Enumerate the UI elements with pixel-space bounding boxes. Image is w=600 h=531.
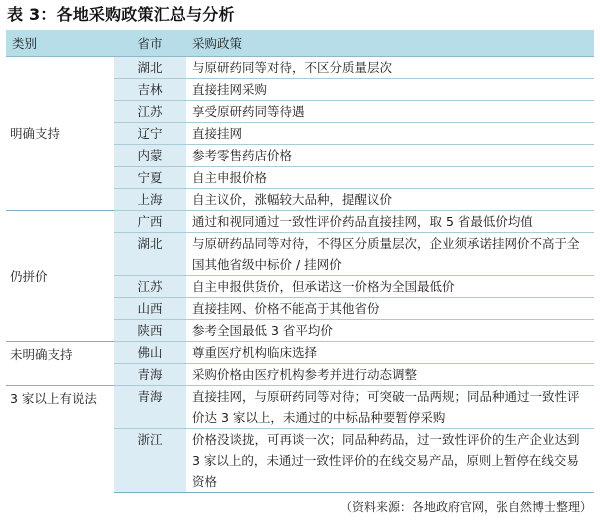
policy-cell: 直接挂网、价格不能高于其他省份 bbox=[186, 298, 594, 320]
province-cell: 吉林 bbox=[114, 79, 186, 101]
province-cell: 湖北 bbox=[114, 57, 186, 79]
table-row bbox=[6, 57, 594, 79]
province-cell: 江苏 bbox=[114, 101, 186, 123]
policy-table bbox=[6, 30, 594, 493]
policy-cell: 享受原研药同等待遇 bbox=[186, 101, 594, 123]
policy-cell: 与原研药品同等对待，不得区分质量层次，企业须承诺挂网价不高于全国其他省级中标价 / 挂网价 bbox=[186, 233, 594, 276]
table-row bbox=[6, 211, 594, 233]
policy-cell: 尊重医疗机构临床选择 bbox=[186, 342, 594, 364]
source-note: （资料来源：各地政府官网，张自然博士整理） bbox=[339, 500, 592, 514]
policy-cell: 自主议价，涨幅较大品种，提醒议价 bbox=[186, 189, 594, 211]
policy-cell: 直接挂网，与原研药同等对待；可突破一品两规；同品种通过一致性评价达 3 家以上，未通过的中标品种要暂停采购 bbox=[186, 386, 594, 429]
province-cell: 浙江 bbox=[114, 429, 186, 493]
policy-cell: 采购价格由医疗机构参考并进行动态调整 bbox=[186, 364, 594, 386]
province-cell: 宁夏 bbox=[114, 167, 186, 189]
table-body bbox=[6, 57, 594, 493]
policy-cell: 参考零售药店价格 bbox=[186, 145, 594, 167]
province-cell: 湖北 bbox=[114, 233, 186, 276]
province-cell: 广西 bbox=[114, 211, 186, 233]
province-cell: 山西 bbox=[114, 298, 186, 320]
policy-cell: 直接挂网 bbox=[186, 123, 594, 145]
policy-cell: 与原研药同等对待，不区分质量层次 bbox=[186, 57, 594, 79]
header-category: 类别 bbox=[6, 30, 114, 57]
policy-cell: 自主申报价格 bbox=[186, 167, 594, 189]
policy-cell: 通过和视同通过一致性评价药品直接挂网，取 5 省最低价均值 bbox=[186, 211, 594, 233]
category-cell: 未明确支持 bbox=[6, 342, 114, 386]
category-cell: 仍拼价 bbox=[6, 211, 114, 342]
category-cell: 3 家以上有说法 bbox=[6, 386, 114, 493]
table-row bbox=[6, 386, 594, 429]
province-cell: 上海 bbox=[114, 189, 186, 211]
policy-cell: 参考全国最低 3 省平均价 bbox=[186, 320, 594, 342]
table-header-row bbox=[6, 30, 594, 57]
province-cell: 陕西 bbox=[114, 320, 186, 342]
province-cell: 江苏 bbox=[114, 276, 186, 298]
province-cell: 青海 bbox=[114, 386, 186, 429]
table-row bbox=[6, 342, 594, 364]
header-province: 省市 bbox=[114, 30, 186, 57]
policy-cell: 价格没谈拢，可再谈一次；同品种药品，过一致性评价的生产企业达到 3 家以上的，未通过一致性评价的在线交易产品，原则上暂停在线交易资格 bbox=[186, 429, 594, 493]
policy-cell: 自主申报供货价，但承诺这一价格为全国最低价 bbox=[186, 276, 594, 298]
province-cell: 内蒙 bbox=[114, 145, 186, 167]
province-cell: 青海 bbox=[114, 364, 186, 386]
province-cell: 佛山 bbox=[114, 342, 186, 364]
table-caption: 表 3：各地采购政策汇总与分析 bbox=[7, 5, 235, 24]
category-cell: 明确支持 bbox=[6, 57, 114, 211]
policy-cell: 直接挂网采购 bbox=[186, 79, 594, 101]
header-policy: 采购政策 bbox=[186, 30, 594, 57]
province-cell: 辽宁 bbox=[114, 123, 186, 145]
